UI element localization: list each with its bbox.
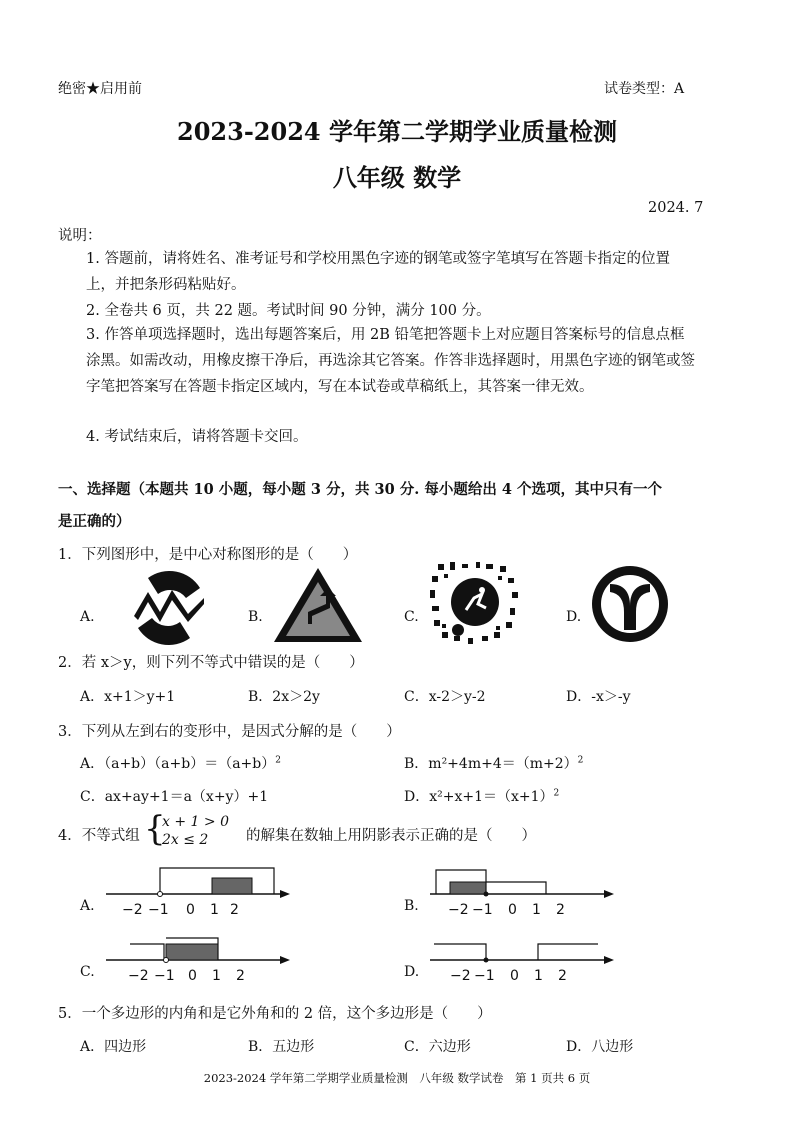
number-line-c (104, 930, 294, 986)
tick-label: −1 (472, 902, 493, 918)
q3-stem: 3．下列从左到右的变形中，是因式分解的是（ ） (58, 724, 401, 740)
number-line-b (428, 862, 618, 920)
q2-option-d: D．-x＞-y (566, 689, 631, 705)
tick-label: 1 (212, 968, 221, 984)
q4-ineq-2: 2x ≤ 2 (162, 832, 209, 848)
tick-label: −1 (154, 968, 175, 984)
tick-label: −2 (128, 968, 149, 984)
q3-option-c: C．ax+ay+1＝a（x+y）+1 (80, 789, 269, 805)
q4-label-a: A. (80, 898, 95, 914)
q2-option-c: C．x-2＞y-2 (404, 689, 486, 705)
tick-label: −2 (448, 902, 469, 918)
q1-label-a: A. (80, 609, 95, 625)
tick-label: 1 (534, 968, 543, 984)
q5-option-a: A．四边形 (80, 1039, 147, 1055)
tick-label: 1 (210, 902, 219, 918)
tick-label: 1 (532, 902, 541, 918)
section-heading-line2: 是正确的） (58, 513, 131, 530)
instruction-item-3: 3. 作答单项选择题时，选出每题答案后，用 2B 铅笔把答题卡上对应题目答案标号的信息点框涂黑。如需改动，用橡皮擦干净后，再选涂其它答案。作答非选择题时，用黑色字迹的钢笔或签字笔把答案写在答题卡指定区域内，写在本试卷或草稿纸上，其答案一律无效。 (86, 327, 695, 395)
q4-ineq-1: x + 1 > 0 (162, 814, 229, 830)
logo-s-circle-icon (126, 568, 212, 648)
tick-label: −1 (148, 902, 169, 918)
q1-stem: 1．下列图形中，是中心对称图形的是（ ） (58, 547, 358, 563)
number-line-a (104, 862, 294, 920)
exam-date: 2024. 7 (648, 200, 704, 216)
q3-option-a: A．$(a+b)(a+b)=(a+b)^2$ (80, 755, 281, 772)
tick-label: 0 (508, 902, 517, 918)
q4-label-c: C. (80, 964, 95, 980)
q1-label-c: C. (404, 609, 419, 625)
page-subtitle: 八年级 数学 (332, 163, 462, 192)
tick-label: 0 (186, 902, 195, 918)
tick-label: 0 (510, 968, 519, 984)
instructions-heading: 说明： (58, 228, 102, 244)
instruction-item-2: 2. 全卷共 6 页，共 22 题。考试时间 90 分钟，满分 100 分。 (86, 303, 491, 319)
instruction-item-4: 4. 考试结束后，请将答题卡交回。 (86, 429, 308, 445)
q2-option-a: A．x+1＞y+1 (80, 689, 176, 705)
q5-option-b: B．五边形 (248, 1039, 315, 1055)
page-footer: 2023-2024 学年第二学期学业质量检测 八年级 数学试卷 第 1 页共 6 页 (203, 1071, 591, 1085)
q2-option-b: B．2x＞2y (248, 689, 320, 705)
q5-option-c: C．六边形 (404, 1039, 471, 1055)
q2-stem: 2．若 x＞y，则下列不等式中错误的是（ ） (58, 655, 364, 671)
tick-label: 2 (558, 968, 567, 984)
tick-label: 0 (188, 968, 197, 984)
q1-label-b: B. (248, 609, 263, 625)
q3-option-d: D．$x^2+x+1=(x+1)^2$ (404, 788, 560, 805)
q4-stem-tail: 的解集在数轴上用阴影表示正确的是（ ） (246, 828, 536, 844)
warning-sign-icon (272, 566, 364, 644)
q1-label-d: D. (566, 609, 582, 625)
tick-label: −2 (122, 902, 143, 918)
q4-label-b: B. (404, 898, 419, 914)
q5-stem: 5．一个多边形的内角和是它外角和的 2 倍，这个多边形是（ ） (58, 1006, 492, 1022)
q3-option-b: B．$m^2+4m+4=(m+2)^2$ (404, 755, 584, 772)
secret-label: 绝密★启用前 (58, 81, 142, 97)
q4-brace: { (144, 809, 166, 849)
q4-stem-number: 4．不等式组 (58, 828, 140, 844)
q4-label-d: D. (404, 964, 420, 980)
paper-type-label: 试卷类型：A (604, 81, 685, 97)
tick-label: −1 (474, 968, 495, 984)
q5-option-d: D．八边形 (566, 1039, 634, 1055)
page-title: 2023-2024 学年第二学期学业质量检测 (177, 117, 617, 146)
section-heading-line1: 一、选择题（本题共 10 小题，每小题 3 分，共 30 分. 每小题给出 4 个选项，其中只有一个 (58, 481, 663, 498)
number-line-d (428, 930, 618, 986)
tick-label: −2 (450, 968, 471, 984)
qr-code-icon (428, 560, 522, 646)
metro-logo-icon (590, 564, 670, 644)
tick-label: 2 (236, 968, 245, 984)
tick-label: 2 (230, 902, 239, 918)
instruction-item-1: 1. 答题前，请将姓名、准考证号和学校用黑色字迹的钢笔或签字笔填写在答题卡指定的位置上，并把条形码粘贴好。 (86, 251, 670, 293)
tick-label: 2 (556, 902, 565, 918)
